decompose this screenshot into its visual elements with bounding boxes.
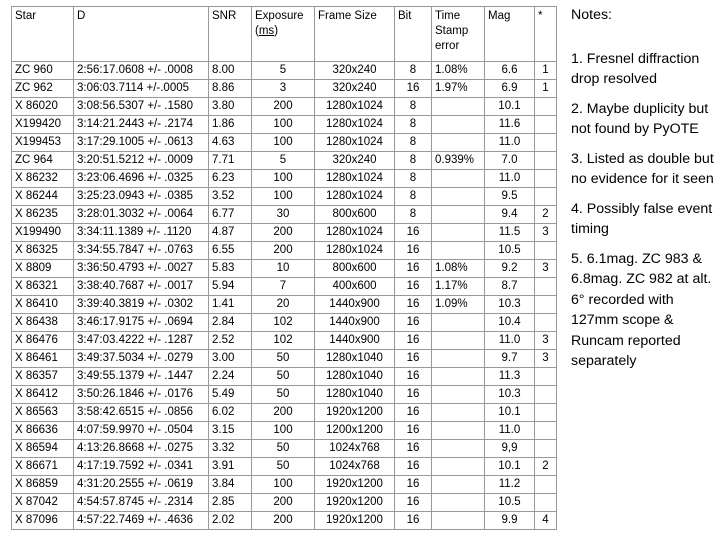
cell-exposure: 102	[252, 314, 315, 332]
cell-mag: 11.5	[485, 224, 535, 242]
cell-snr: 3.00	[209, 350, 252, 368]
cell-exposure: 30	[252, 206, 315, 224]
cell-time-stamp-error	[432, 494, 485, 512]
cell-mag: 9.7	[485, 350, 535, 368]
cell-mag: 11.6	[485, 116, 535, 134]
cell-bit: 16	[395, 278, 432, 296]
cell-note	[535, 98, 557, 116]
cell-mag: 11.3	[485, 368, 535, 386]
cell-d: 3:49:37.5034 +/- .0279	[74, 350, 209, 368]
cell-star: X 86325	[12, 242, 74, 260]
cell-d: 3:14:21.2443 +/- .2174	[74, 116, 209, 134]
cell-bit: 16	[395, 494, 432, 512]
cell-exposure: 7	[252, 278, 315, 296]
cell-frame-size: 1280x1024	[315, 188, 395, 206]
cell-frame-size: 1280x1024	[315, 98, 395, 116]
note-item: 2. Maybe duplicity but not found by PyOTE	[571, 100, 709, 137]
table-row	[12, 332, 557, 350]
cell-note	[535, 188, 557, 206]
cell-time-stamp-error	[432, 476, 485, 494]
cell-snr: 6.55	[209, 242, 252, 260]
cell-star: X 86476	[12, 332, 74, 350]
cell-frame-size: 1280x1024	[315, 242, 395, 260]
cell-bit: 8	[395, 116, 432, 134]
cell-snr: 5.83	[209, 260, 252, 278]
header-tse-line1: Time	[435, 10, 461, 22]
cell-d: 3:36:50.4793 +/- .0027	[74, 260, 209, 278]
notes-title: Notes:	[571, 7, 613, 23]
cell-bit: 16	[395, 458, 432, 476]
cell-note	[535, 422, 557, 440]
cell-snr: 5.94	[209, 278, 252, 296]
cell-time-stamp-error	[432, 224, 485, 242]
cell-time-stamp-error	[432, 404, 485, 422]
cell-note	[535, 368, 557, 386]
table-row	[12, 458, 557, 476]
cell-frame-size: 1920x1200	[315, 512, 395, 530]
cell-note: 4	[535, 512, 557, 530]
cell-mag: 11.0	[485, 134, 535, 152]
cell-snr: 6.02	[209, 404, 252, 422]
cell-exposure: 50	[252, 440, 315, 458]
cell-exposure: 100	[252, 422, 315, 440]
cell-mag: 10.4	[485, 314, 535, 332]
cell-star: ZC 962	[12, 80, 74, 98]
table-row	[12, 152, 557, 170]
cell-note	[535, 170, 557, 188]
cell-frame-size: 1280x1040	[315, 368, 395, 386]
table-row	[12, 224, 557, 242]
cell-exposure: 50	[252, 368, 315, 386]
table-row	[12, 350, 557, 368]
header-snr: SNR	[209, 7, 252, 62]
header-tse-line3: error	[435, 40, 460, 52]
cell-exposure: 100	[252, 116, 315, 134]
table-header-row	[12, 7, 557, 62]
cell-bit: 16	[395, 80, 432, 98]
cell-time-stamp-error	[432, 422, 485, 440]
cell-frame-size: 1280x1024	[315, 224, 395, 242]
cell-exposure: 200	[252, 242, 315, 260]
cell-note	[535, 296, 557, 314]
cell-note	[535, 404, 557, 422]
cell-note	[535, 314, 557, 332]
header-tse-line2: Stamp	[435, 25, 469, 37]
cell-frame-size: 1280x1040	[315, 350, 395, 368]
cell-exposure: 200	[252, 98, 315, 116]
cell-mag: 10.3	[485, 386, 535, 404]
cell-frame-size: 1024x768	[315, 458, 395, 476]
cell-star: X 86438	[12, 314, 74, 332]
table-row	[12, 386, 557, 404]
cell-note	[535, 116, 557, 134]
cell-d: 3:50:26.1846 +/- .0176	[74, 386, 209, 404]
table-row	[12, 404, 557, 422]
header-star: Star	[12, 7, 74, 62]
cell-mag: 9.2	[485, 260, 535, 278]
cell-exposure: 100	[252, 188, 315, 206]
cell-star: ZC 960	[12, 62, 74, 80]
cell-star: X 8809	[12, 260, 74, 278]
cell-d: 3:34:55.7847 +/- .0763	[74, 242, 209, 260]
table-row	[12, 278, 557, 296]
notes-panel	[571, 5, 719, 381]
cell-note: 1	[535, 62, 557, 80]
cell-star: X 86412	[12, 386, 74, 404]
table-row	[12, 188, 557, 206]
cell-time-stamp-error	[432, 98, 485, 116]
header-bit: Bit	[395, 7, 432, 62]
cell-time-stamp-error: 1.08%	[432, 260, 485, 278]
cell-d: 4:57:22.7469 +/- .4636	[74, 512, 209, 530]
cell-time-stamp-error	[432, 206, 485, 224]
cell-note	[535, 476, 557, 494]
cell-exposure: 100	[252, 134, 315, 152]
table-row	[12, 62, 557, 80]
note-item: 5. 6.1mag. ZC 983 & 6.8mag. ZC 982 at alt. 6° recorded with 127mm scope & Runcam reported separately	[571, 250, 712, 369]
cell-exposure: 200	[252, 512, 315, 530]
cell-note	[535, 242, 557, 260]
header-frame-size: Frame Size	[315, 7, 395, 62]
cell-bit: 16	[395, 512, 432, 530]
cell-frame-size: 800x600	[315, 206, 395, 224]
cell-bit: 16	[395, 386, 432, 404]
cell-frame-size: 1920x1200	[315, 404, 395, 422]
cell-frame-size: 1440x900	[315, 332, 395, 350]
cell-snr: 8.00	[209, 62, 252, 80]
cell-d: 3:23:06.4696 +/- .0325	[74, 170, 209, 188]
cell-bit: 8	[395, 134, 432, 152]
note-item: 4. Possibly false event timing	[571, 200, 713, 237]
cell-star: X 86671	[12, 458, 74, 476]
cell-snr: 2.02	[209, 512, 252, 530]
table-row	[12, 296, 557, 314]
note-item: 1. Fresnel diffraction drop resolved	[571, 50, 700, 87]
cell-bit: 16	[395, 242, 432, 260]
cell-time-stamp-error	[432, 350, 485, 368]
cell-snr: 5.49	[209, 386, 252, 404]
cell-bit: 16	[395, 404, 432, 422]
cell-d: 3:25:23.0943 +/- .0385	[74, 188, 209, 206]
cell-bit: 8	[395, 152, 432, 170]
cell-mag: 11.0	[485, 332, 535, 350]
cell-star: X 86357	[12, 368, 74, 386]
cell-mag: 6.9	[485, 80, 535, 98]
cell-frame-size: 1024x768	[315, 440, 395, 458]
cell-bit: 16	[395, 368, 432, 386]
cell-note: 1	[535, 80, 557, 98]
cell-bit: 16	[395, 260, 432, 278]
cell-bit: 8	[395, 98, 432, 116]
cell-time-stamp-error	[432, 332, 485, 350]
cell-exposure: 50	[252, 350, 315, 368]
cell-bit: 8	[395, 170, 432, 188]
cell-star: X 86859	[12, 476, 74, 494]
cell-d: 4:13:26.8668 +/- .0275	[74, 440, 209, 458]
cell-note	[535, 440, 557, 458]
table-row	[12, 134, 557, 152]
cell-exposure: 20	[252, 296, 315, 314]
cell-mag: 9,9	[485, 440, 535, 458]
cell-d: 3:49:55.1379 +/- .1447	[74, 368, 209, 386]
cell-snr: 4.87	[209, 224, 252, 242]
header-exposure	[252, 7, 315, 62]
cell-snr: 6.77	[209, 206, 252, 224]
cell-star: X 87096	[12, 512, 74, 530]
cell-time-stamp-error	[432, 512, 485, 530]
cell-mag: 10.1	[485, 98, 535, 116]
cell-d: 4:17:19.7592 +/- .0341	[74, 458, 209, 476]
header-time-stamp-error	[432, 7, 485, 62]
cell-snr: 2.24	[209, 368, 252, 386]
cell-frame-size: 1920x1200	[315, 494, 395, 512]
header-exposure-paren-close: )	[274, 25, 279, 37]
cell-mag: 11.0	[485, 422, 535, 440]
cell-star: ZC 964	[12, 152, 74, 170]
note-item: 3. Listed as double but no evidence for it seen	[571, 150, 714, 187]
cell-star: X199453	[12, 134, 74, 152]
cell-d: 4:31:20.2555 +/- .0619	[74, 476, 209, 494]
cell-exposure: 200	[252, 404, 315, 422]
cell-time-stamp-error: 0.939%	[432, 152, 485, 170]
cell-time-stamp-error	[432, 440, 485, 458]
cell-exposure: 200	[252, 224, 315, 242]
cell-snr: 2.52	[209, 332, 252, 350]
cell-mag: 11.0	[485, 170, 535, 188]
table-row	[12, 368, 557, 386]
table-row	[12, 440, 557, 458]
cell-snr: 2.84	[209, 314, 252, 332]
cell-note: 3	[535, 260, 557, 278]
cell-mag: 10.5	[485, 242, 535, 260]
cell-bit: 8	[395, 62, 432, 80]
cell-bit: 8	[395, 188, 432, 206]
cell-mag: 9.5	[485, 188, 535, 206]
cell-mag: 9.4	[485, 206, 535, 224]
cell-time-stamp-error	[432, 134, 485, 152]
cell-snr: 3.52	[209, 188, 252, 206]
header-exposure-unit: ms	[258, 25, 275, 37]
cell-frame-size: 400x600	[315, 278, 395, 296]
cell-d: 3:34:11.1389 +/- .1120	[74, 224, 209, 242]
cell-frame-size: 1280x1040	[315, 386, 395, 404]
cell-exposure: 200	[252, 494, 315, 512]
cell-d: 3:39:40.3819 +/- .0302	[74, 296, 209, 314]
cell-d: 3:58:42.6515 +/- .0856	[74, 404, 209, 422]
table-row	[12, 314, 557, 332]
cell-d: 3:28:01.3032 +/- .0064	[74, 206, 209, 224]
cell-time-stamp-error	[432, 116, 485, 134]
cell-star: X 86636	[12, 422, 74, 440]
cell-star: X 86020	[12, 98, 74, 116]
cell-bit: 8	[395, 206, 432, 224]
cell-frame-size: 1920x1200	[315, 476, 395, 494]
cell-snr: 1.86	[209, 116, 252, 134]
table-row	[12, 260, 557, 278]
cell-d: 3:17:29.1005 +/- .0613	[74, 134, 209, 152]
cell-snr: 3.32	[209, 440, 252, 458]
table-row	[12, 116, 557, 134]
cell-star: X 86563	[12, 404, 74, 422]
cell-exposure: 10	[252, 260, 315, 278]
table-row	[12, 476, 557, 494]
header-exposure-line1: Exposure	[255, 10, 304, 22]
cell-d: 3:46:17.9175 +/- .0694	[74, 314, 209, 332]
cell-snr: 2.85	[209, 494, 252, 512]
cell-time-stamp-error	[432, 386, 485, 404]
cell-mag: 10.5	[485, 494, 535, 512]
cell-mag: 7.0	[485, 152, 535, 170]
cell-snr: 3.15	[209, 422, 252, 440]
cell-bit: 16	[395, 476, 432, 494]
cell-time-stamp-error: 1.17%	[432, 278, 485, 296]
cell-time-stamp-error	[432, 242, 485, 260]
cell-bit: 16	[395, 440, 432, 458]
header-mag: Mag	[485, 7, 535, 62]
cell-d: 4:07:59.9970 +/- .0504	[74, 422, 209, 440]
cell-bit: 16	[395, 350, 432, 368]
cell-note: 3	[535, 332, 557, 350]
cell-frame-size: 320x240	[315, 152, 395, 170]
cell-exposure: 5	[252, 152, 315, 170]
cell-star: X 86461	[12, 350, 74, 368]
cell-star: X 86235	[12, 206, 74, 224]
cell-snr: 3.91	[209, 458, 252, 476]
cell-note	[535, 494, 557, 512]
header-note: *	[535, 7, 557, 62]
cell-exposure: 102	[252, 332, 315, 350]
cell-time-stamp-error: 1.08%	[432, 62, 485, 80]
occultation-results-table	[11, 6, 557, 530]
cell-bit: 16	[395, 314, 432, 332]
cell-bit: 16	[395, 296, 432, 314]
cell-snr: 3.84	[209, 476, 252, 494]
cell-snr: 1.41	[209, 296, 252, 314]
cell-frame-size: 320x240	[315, 62, 395, 80]
cell-frame-size: 1440x900	[315, 314, 395, 332]
table-row	[12, 170, 557, 188]
table-row	[12, 242, 557, 260]
cell-star: X 86410	[12, 296, 74, 314]
cell-exposure: 5	[252, 62, 315, 80]
cell-time-stamp-error	[432, 368, 485, 386]
cell-frame-size: 1440x900	[315, 296, 395, 314]
cell-d: 2:56:17.0608 +/- .0008	[74, 62, 209, 80]
cell-mag: 10.1	[485, 404, 535, 422]
cell-snr: 7.71	[209, 152, 252, 170]
cell-time-stamp-error	[432, 188, 485, 206]
table-row	[12, 80, 557, 98]
cell-frame-size: 320x240	[315, 80, 395, 98]
cell-mag: 11.2	[485, 476, 535, 494]
cell-star: X 86244	[12, 188, 74, 206]
cell-star: X199490	[12, 224, 74, 242]
cell-mag: 10.1	[485, 458, 535, 476]
cell-note	[535, 278, 557, 296]
cell-frame-size: 800x600	[315, 260, 395, 278]
cell-note	[535, 386, 557, 404]
cell-time-stamp-error	[432, 458, 485, 476]
cell-snr: 3.80	[209, 98, 252, 116]
table-row	[12, 512, 557, 530]
table-row	[12, 206, 557, 224]
cell-star: X 86321	[12, 278, 74, 296]
cell-frame-size: 1200x1200	[315, 422, 395, 440]
cell-time-stamp-error: 1.09%	[432, 296, 485, 314]
cell-exposure: 50	[252, 386, 315, 404]
cell-exposure: 3	[252, 80, 315, 98]
cell-note: 2	[535, 206, 557, 224]
cell-note: 3	[535, 350, 557, 368]
cell-time-stamp-error	[432, 170, 485, 188]
cell-frame-size: 1280x1024	[315, 134, 395, 152]
cell-mag: 10.3	[485, 296, 535, 314]
cell-exposure: 50	[252, 458, 315, 476]
cell-mag: 9.9	[485, 512, 535, 530]
cell-snr: 4.63	[209, 134, 252, 152]
table-row	[12, 98, 557, 116]
cell-exposure: 100	[252, 476, 315, 494]
header-exposure-paren-open: (	[255, 25, 259, 37]
cell-bit: 16	[395, 332, 432, 350]
cell-snr: 8.86	[209, 80, 252, 98]
cell-exposure: 100	[252, 170, 315, 188]
cell-snr: 6.23	[209, 170, 252, 188]
cell-mag: 6.6	[485, 62, 535, 80]
cell-frame-size: 1280x1024	[315, 116, 395, 134]
cell-time-stamp-error: 1.97%	[432, 80, 485, 98]
table-row	[12, 494, 557, 512]
cell-d: 3:20:51.5212 +/- .0009	[74, 152, 209, 170]
cell-d: 4:54:57.8745 +/- .2314	[74, 494, 209, 512]
cell-note: 2	[535, 458, 557, 476]
cell-d: 3:38:40.7687 +/- .0017	[74, 278, 209, 296]
header-d: D	[74, 7, 209, 62]
cell-d: 3:47:03.4222 +/- .1287	[74, 332, 209, 350]
cell-note	[535, 152, 557, 170]
cell-d: 3:08:56.5307 +/- .1580	[74, 98, 209, 116]
cell-mag: 8.7	[485, 278, 535, 296]
cell-star: X 86594	[12, 440, 74, 458]
cell-d: 3:06:03.7114 +/-.0005	[74, 80, 209, 98]
cell-note: 3	[535, 224, 557, 242]
cell-star: X 87042	[12, 494, 74, 512]
cell-frame-size: 1280x1024	[315, 170, 395, 188]
cell-bit: 16	[395, 224, 432, 242]
cell-star: X199420	[12, 116, 74, 134]
cell-star: X 86232	[12, 170, 74, 188]
table-row	[12, 422, 557, 440]
cell-note	[535, 134, 557, 152]
cell-bit: 16	[395, 422, 432, 440]
cell-time-stamp-error	[432, 314, 485, 332]
